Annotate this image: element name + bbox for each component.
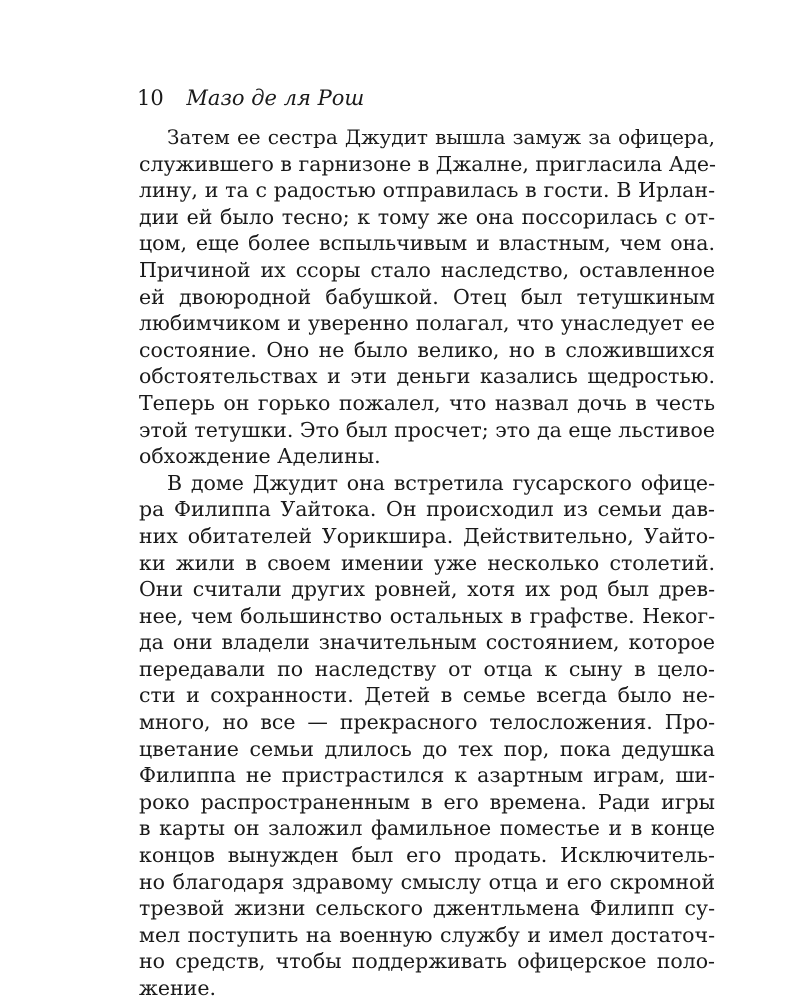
text-line: мел поступить на военную службу и имел достаточ- xyxy=(139,922,715,947)
text-line: Они считали других ровней, хотя их род был древ- xyxy=(139,577,715,602)
page-number: 10 xyxy=(137,86,164,110)
paragraph-2 xyxy=(139,470,715,1002)
paragraph-1 xyxy=(139,124,715,470)
text-line: ей двоюродной бабушкой. Отец был тетушкиным xyxy=(139,284,715,309)
text-line: но средств, чтобы поддерживать офицерское поло- xyxy=(139,949,715,974)
running-title: Мазо де ля Рош xyxy=(186,86,365,110)
text-line: любимчиком и уверенно полагал, что унаследует ее xyxy=(139,311,715,336)
text-line: Филиппа не пристрастился к азартным играм, ши- xyxy=(139,763,715,788)
text-line: Затем ее сестра Джудит вышла замуж за офицера, xyxy=(167,125,715,149)
text-line: дии ей было тесно; к тому же она поссорилась с от- xyxy=(139,204,715,229)
text-line: этой тетушки. Это был просчет; это да еще льстивое xyxy=(139,417,715,442)
running-head xyxy=(137,86,364,110)
text-line: в карты он заложил фамильное поместье и в конце xyxy=(139,816,715,841)
text-line: концов вынужден был его продать. Исключитель- xyxy=(139,843,715,868)
text-line: да они владели значительным состоянием, которое xyxy=(139,630,715,655)
text-line: служившего в гарнизоне в Джалне, пригласила Аде- xyxy=(139,151,716,176)
text-line: ки жили в своем имении уже несколько столетий. xyxy=(139,550,715,575)
text-line: Причиной их ссоры стало наследство, оставленное xyxy=(139,257,715,282)
text-line: лину, и та с радостью отправилась в гости. В Ирлан- xyxy=(139,178,715,203)
text-line: обхождение Аделины. xyxy=(139,444,381,469)
body-text xyxy=(139,124,715,1002)
text-line: ра Филиппа Уайтока. Он происходил из семьи дав- xyxy=(139,497,715,522)
text-line: много, но все — прекрасного телосложения. Про- xyxy=(139,710,715,735)
text-line: состояние. Оно не было велико, но в сложившихся xyxy=(139,337,715,362)
text-line: цветание семьи длилось до тех пор, пока дедушка xyxy=(139,736,715,761)
text-line: но благодаря здравому смыслу отца и его скромной xyxy=(139,869,715,894)
text-line: нее, чем большинство остальных в графстве. Неког- xyxy=(139,603,715,628)
text-line: роко распространенным в его времена. Ради игры xyxy=(139,789,715,814)
text-line: обстоятельствах и эти деньги казались щедростью. xyxy=(139,364,715,389)
text-line: Теперь он горько пожалел, что назвал дочь в честь xyxy=(139,390,715,415)
text-line: жение. xyxy=(139,976,216,1000)
text-line: сти и сохранности. Детей в семье всегда было не- xyxy=(139,683,715,708)
text-line: трезвой жизни сельского джентльмена Филипп су- xyxy=(139,896,715,921)
text-line: передавали по наследству от отца к сыну в цело- xyxy=(139,656,715,681)
text-line: них обитателей Уорикшира. Действительно, Уайто- xyxy=(139,523,715,548)
text-line: цом, еще более вспыльчивым и властным, чем она. xyxy=(139,231,715,256)
text-line: В доме Джудит она встретила гусарского офице- xyxy=(167,470,715,495)
